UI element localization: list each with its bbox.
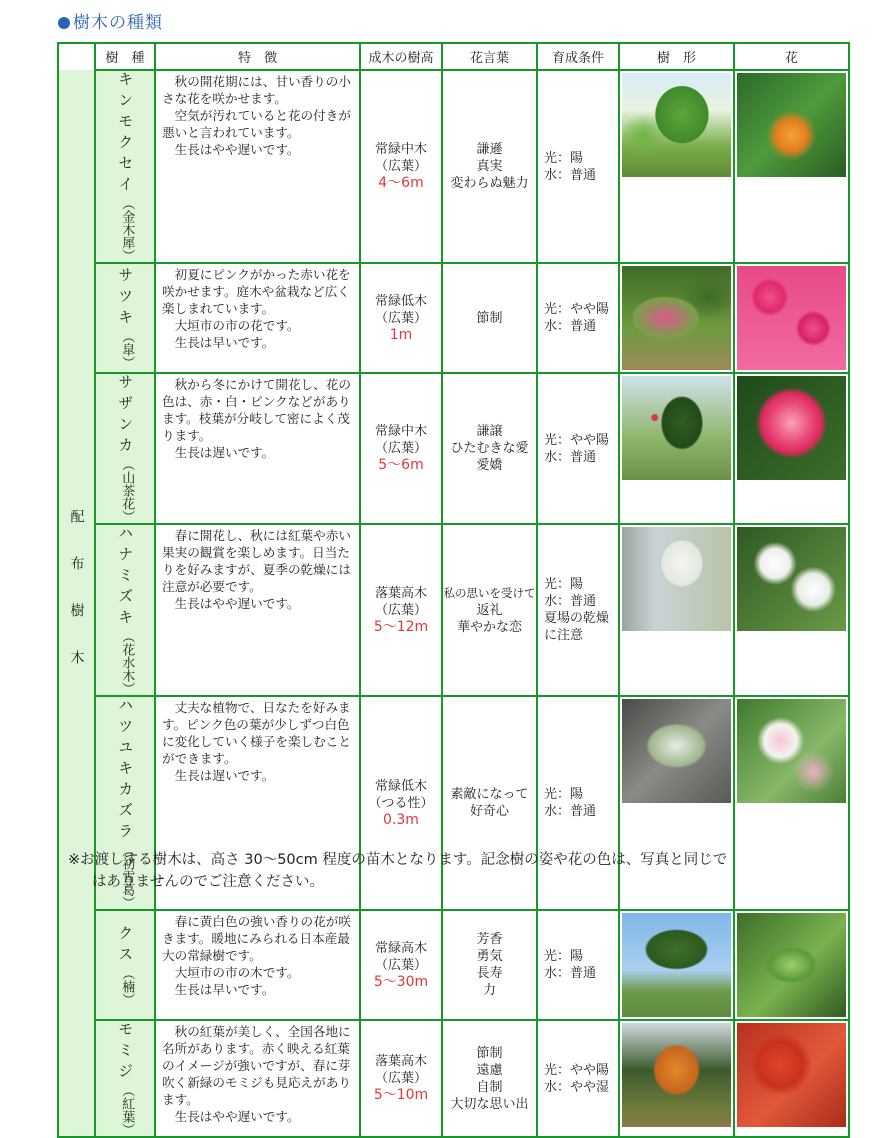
hanakotoba-cell — [442, 373, 537, 524]
species-kanji: （花水木） — [119, 630, 135, 695]
feature-text: 生長はやや遅いです。 — [174, 596, 300, 611]
hanakotoba-item: 自制 — [476, 1079, 503, 1095]
tree-type: 常緑高木 — [374, 940, 427, 956]
leaf-type: （広葉） — [374, 957, 427, 973]
tree-height: 1m — [389, 326, 413, 343]
height-cell — [360, 524, 442, 696]
tree-type: 常緑低木 — [374, 293, 427, 309]
hanakotoba-item: 私の思いを受けて — [443, 585, 536, 600]
conditions-cell — [537, 910, 619, 1020]
hanakotoba-item: 変わらぬ魅力 — [450, 176, 529, 191]
hanakotoba-cell — [442, 910, 537, 1020]
tree-height: 5～30m — [373, 973, 429, 990]
condition-item: 水：やや湿 — [544, 1079, 610, 1095]
header-row — [58, 43, 849, 70]
leaf-type: （広葉） — [374, 602, 427, 618]
feature-text: 生長は遅いです。 — [174, 768, 275, 783]
table-row — [58, 1020, 849, 1137]
conditions-cell — [537, 1020, 619, 1137]
feature-text: 秋から冬にかけて開花し、花の色は、赤・白・ピンクなどがあります。枝葉が分岐して密によく茂ります。 — [162, 377, 351, 443]
tree-type: 常緑低木 — [374, 778, 427, 794]
page-title: 樹木の種類 — [58, 8, 163, 33]
hanakotoba-cell — [442, 1020, 537, 1137]
header-flower: 花 — [734, 43, 849, 70]
hanakotoba-item: 謙譲 — [476, 424, 503, 439]
features-cell — [155, 1020, 360, 1137]
hanakotoba-cell — [442, 524, 537, 696]
hanakotoba-item: 返礼 — [476, 602, 503, 618]
condition-item: 水：普通 — [544, 804, 597, 819]
tree-height: 4～6m — [378, 175, 424, 191]
species-cell — [95, 524, 155, 696]
feature-text: 秋の紅葉が美しく、全国各地に名所があります。赤く映える紅葉のイメージが強いですが、春に芽吹く新緑のモミジも見応えがあります。 — [162, 1024, 351, 1107]
hanakotoba-item: ひたむきな愛 — [450, 441, 529, 456]
header-species: 樹 種 — [95, 43, 155, 70]
leaf-type: （つる性） — [368, 795, 434, 811]
species-name: モミジ — [116, 1021, 135, 1084]
header-conditions: 育成条件 — [537, 43, 619, 70]
condition-item: 光：陽 — [544, 150, 584, 166]
feature-text: 秋の開花期には、甘い香りの小さな花を咲かせます。 — [162, 74, 351, 106]
leaf-type: （広葉） — [374, 310, 427, 326]
tree-height: 5～6m — [378, 457, 424, 473]
height-cell — [360, 70, 442, 263]
feature-text: 大垣市の市の木です。 — [174, 965, 300, 980]
species-kanji: （紅葉） — [119, 1084, 135, 1136]
species-cell — [95, 1020, 155, 1137]
category-label: 配布樹木 — [68, 509, 85, 697]
hanakotoba-item: 力 — [482, 983, 496, 998]
tree-shape-cell — [619, 524, 734, 696]
tree-shape-photo — [622, 699, 731, 803]
tree-table — [57, 42, 850, 1138]
tree-height: 5～10m — [373, 1087, 429, 1103]
species-cell — [95, 910, 155, 1020]
tree-type: 常緑中木 — [374, 424, 427, 439]
species-kanji: （楠） — [119, 966, 135, 1006]
species-name: サツキ — [116, 267, 135, 330]
height-cell — [360, 1020, 442, 1137]
conditions-cell — [537, 524, 619, 696]
species-kanji: （皐） — [119, 330, 135, 369]
species-name: クス — [116, 924, 135, 967]
condition-item: 水：普通 — [544, 449, 597, 465]
condition-item: 水：普通 — [544, 319, 597, 334]
tree-shape-photo — [622, 376, 731, 480]
condition-item: 光：陽 — [544, 787, 584, 802]
category-cell — [58, 70, 95, 1137]
species-name: キンモクセイ — [116, 71, 135, 197]
hanakotoba-item: 遠慮 — [476, 1062, 503, 1078]
flower-photo — [737, 913, 846, 1017]
condition-item: 光：陽 — [544, 577, 584, 592]
conditions-cell — [537, 373, 619, 524]
tree-type: 落葉高木 — [374, 1054, 427, 1069]
hanakotoba-item: 節制 — [476, 310, 503, 326]
condition-item: 光：陽 — [544, 949, 584, 964]
feature-text: 生長は遅いです。 — [174, 445, 275, 460]
header-hanakotoba: 花言葉 — [442, 43, 537, 70]
leaf-type: （広葉） — [374, 1071, 427, 1086]
condition-item: 光：やや陽 — [544, 1062, 610, 1078]
tree-shape-photo — [622, 1023, 731, 1127]
species-kanji: （金木犀） — [119, 197, 135, 262]
flower-cell — [734, 70, 849, 263]
condition-item: 水：普通 — [544, 966, 597, 981]
table-row — [58, 70, 849, 263]
species-name: ハツユキカズラ — [116, 697, 135, 844]
flower-cell — [734, 263, 849, 373]
hanakotoba-item: 愛嬌 — [476, 458, 503, 473]
table-row — [58, 263, 849, 373]
hanakotoba-cell — [442, 263, 537, 373]
flower-photo — [737, 1023, 846, 1127]
features-cell — [155, 373, 360, 524]
features-cell — [155, 263, 360, 373]
tree-shape-cell — [619, 1020, 734, 1137]
flower-photo — [737, 527, 846, 631]
flower-cell — [734, 1020, 849, 1137]
flower-photo — [737, 376, 846, 480]
bullet-icon — [58, 17, 70, 29]
feature-text: 大垣市の市の花です。 — [174, 318, 300, 333]
footnote: ※お渡しする樹木は、高さ 30～50cm 程度の苗木となります。記念樹の姿や花の色は、写真と同じで はありませんのでご注意ください。 — [68, 852, 728, 890]
hanakotoba-item: 素敵になって — [450, 787, 529, 802]
species-cell — [95, 263, 155, 373]
condition-item: 水：普通 — [544, 167, 597, 183]
hanakotoba-item: 長寿 — [476, 966, 503, 981]
feature-text: 春に黄白色の強い香りの花が咲きます。暖地にみられる日本産最大の常緑樹です。 — [162, 914, 351, 963]
height-cell — [360, 263, 442, 373]
leaf-type: （広葉） — [374, 159, 427, 174]
hanakotoba-item: 勇気 — [476, 949, 503, 964]
hanakotoba-item: 好奇心 — [469, 804, 509, 819]
condition-item: 水：普通 — [544, 594, 597, 609]
species-name: サザンカ — [116, 374, 135, 458]
hanakotoba-item: 芳香 — [476, 932, 503, 947]
tree-height: 0.3m — [383, 811, 419, 828]
feature-text: 春に開花し、秋には紅葉や赤い果実の観賞を楽しめます。日当たりを好みますが、夏季の乾燥には注意が必要です。 — [162, 528, 351, 594]
tree-type: 常緑中木 — [374, 142, 427, 157]
feature-text: 生長は早いです。 — [174, 335, 275, 350]
height-cell — [360, 910, 442, 1020]
tree-shape-photo — [622, 73, 731, 177]
flower-cell — [734, 524, 849, 696]
feature-text: 生長は早いです。 — [174, 982, 275, 997]
flower-photo — [737, 73, 846, 177]
species-name: ハナミズキ — [116, 525, 135, 630]
flower-photo — [737, 699, 846, 803]
table-row — [58, 910, 849, 1020]
tree-rows — [58, 70, 849, 1137]
features-cell — [155, 524, 360, 696]
species-kanji: （初雪葛） — [119, 844, 135, 909]
flower-cell — [734, 910, 849, 1020]
header-height: 成木の樹高 — [360, 43, 442, 70]
tree-shape-cell — [619, 373, 734, 524]
hanakotoba-item: 謙遜 — [476, 142, 503, 157]
condition-item: 夏場の乾燥に注意 — [544, 611, 610, 643]
features-cell — [155, 70, 360, 263]
table-row — [58, 373, 849, 524]
tree-shape-cell — [619, 910, 734, 1020]
hanakotoba-item: 華やかな恋 — [456, 619, 522, 635]
condition-item: 光：やや陽 — [544, 302, 610, 317]
tree-shape-photo — [622, 527, 731, 631]
species-kanji: （山茶花） — [119, 458, 135, 523]
conditions-cell — [537, 70, 619, 263]
feature-text: 空気が汚れていると花の付きが悪いと言われています。 — [162, 108, 351, 140]
tree-height: 5～12m — [373, 618, 429, 635]
flower-photo — [737, 266, 846, 370]
tree-type: 落葉高木 — [374, 585, 427, 601]
species-cell — [95, 373, 155, 524]
species-cell — [95, 70, 155, 263]
header-features: 特 徴 — [155, 43, 360, 70]
tree-shape-cell — [619, 263, 734, 373]
header-tree-shape: 樹 形 — [619, 43, 734, 70]
features-cell — [155, 910, 360, 1020]
tree-shape-photo — [622, 266, 731, 370]
feature-text: 初夏にピンクがかった赤い花を咲かせます。庭木や盆栽など広く楽しまれています。 — [162, 267, 351, 316]
tree-shape-photo — [622, 913, 731, 1017]
conditions-cell — [537, 263, 619, 373]
hanakotoba-item: 大切な思い出 — [450, 1096, 529, 1112]
hanakotoba-cell — [442, 70, 537, 263]
hanakotoba-item: 節制 — [476, 1045, 503, 1061]
flower-cell — [734, 373, 849, 524]
height-cell — [360, 373, 442, 524]
table-row — [58, 524, 849, 696]
tree-shape-cell — [619, 70, 734, 263]
feature-text: 生長はやや遅いです。 — [174, 1109, 300, 1124]
feature-text: 生長はやや遅いです。 — [174, 142, 300, 157]
hanakotoba-item: 真実 — [476, 159, 503, 174]
feature-text: 丈夫な植物で、日なたを好みます。ピンク色の葉が少しずつ白色に変化していく様子を楽しむことができます。 — [162, 700, 351, 766]
leaf-type: （広葉） — [374, 441, 427, 456]
condition-item: 光：やや陽 — [544, 432, 610, 448]
